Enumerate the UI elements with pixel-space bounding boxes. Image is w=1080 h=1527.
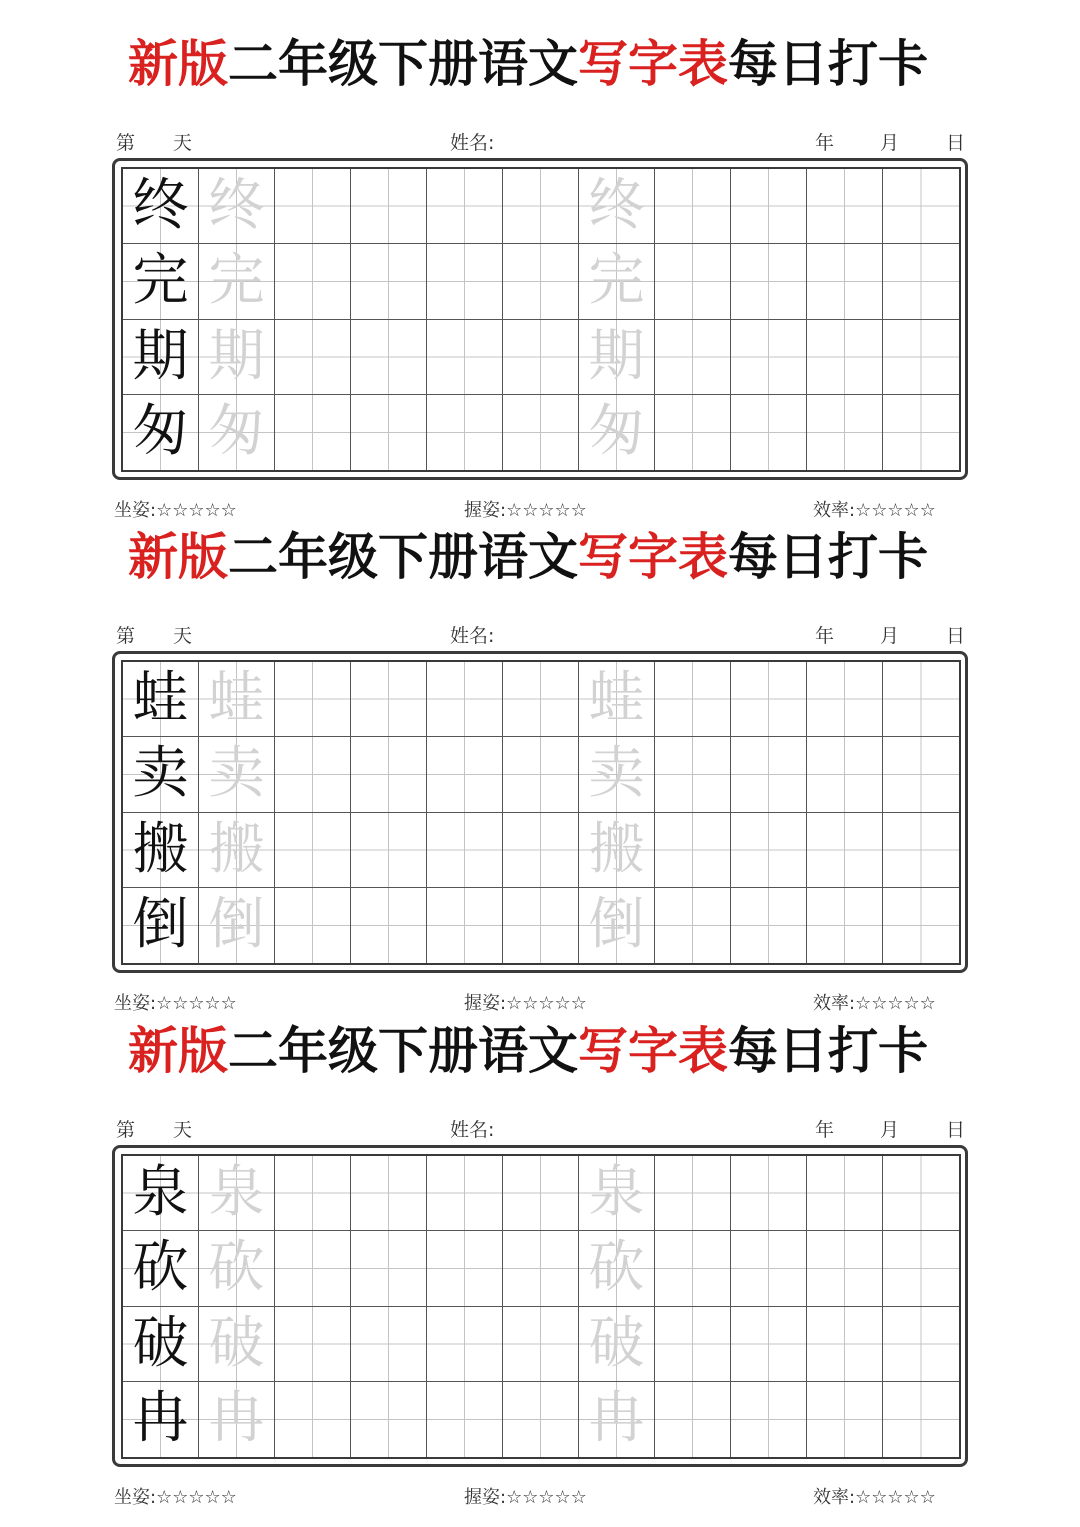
model-character-cell[interactable]: 冉 (123, 1382, 199, 1457)
title-part-new-edition: 新版 (128, 1021, 228, 1080)
month-label: 月 (880, 132, 900, 154)
practice-cell[interactable] (655, 1231, 731, 1306)
trace-character-cell[interactable]: 蛙 (579, 662, 655, 737)
practice-cell[interactable] (503, 395, 579, 470)
practice-cell[interactable] (503, 888, 579, 963)
practice-cell[interactable] (427, 169, 503, 244)
practice-cell[interactable] (883, 888, 959, 963)
practice-cell[interactable] (351, 1307, 427, 1382)
rating-sitting-posture (114, 1483, 237, 1513)
practice-cell[interactable] (275, 737, 351, 812)
trace-character-cell[interactable]: 倒 (199, 888, 275, 963)
practice-cell[interactable] (883, 1382, 959, 1457)
rating-label: 握姿: (464, 1487, 507, 1508)
worksheet-section (0, 987, 1080, 1508)
trace-character-cell[interactable]: 砍 (199, 1231, 275, 1306)
practice-cell[interactable] (883, 320, 959, 395)
trace-character-cell[interactable]: 冉 (579, 1382, 655, 1457)
rating-label: 握姿: (464, 500, 507, 521)
title-part-daily-checkin: 每日打卡 (728, 34, 928, 93)
practice-cell[interactable] (503, 662, 579, 737)
practice-cell[interactable] (427, 1382, 503, 1457)
practice-cell[interactable] (655, 1382, 731, 1457)
year-label: 年 (815, 1119, 835, 1141)
practice-cell[interactable] (275, 662, 351, 737)
trace-character-cell[interactable]: 卖 (199, 737, 275, 812)
practice-cell[interactable] (655, 1156, 731, 1231)
name-label: 姓名: (450, 1119, 495, 1141)
trace-character-cell[interactable]: 期 (579, 320, 655, 395)
rating-grip-posture (464, 1483, 587, 1513)
star-rating[interactable]: ☆☆☆☆☆ (506, 1487, 587, 1508)
practice-cell[interactable] (275, 813, 351, 888)
practice-cell[interactable] (427, 662, 503, 737)
trace-character-cell[interactable]: 破 (199, 1307, 275, 1382)
title-part-writing-table: 写字表 (578, 34, 728, 93)
trace-character-cell[interactable]: 搬 (199, 813, 275, 888)
day-label: 第 天 (116, 625, 193, 647)
practice-cell[interactable] (655, 244, 731, 319)
rating-efficiency (813, 1483, 936, 1513)
name-label: 姓名: (450, 132, 495, 154)
practice-cell[interactable] (731, 320, 807, 395)
practice-cell[interactable] (503, 813, 579, 888)
date-label: 日 (946, 132, 966, 154)
practice-cell[interactable] (351, 395, 427, 470)
model-character-cell[interactable]: 倒 (123, 888, 199, 963)
worksheet-section (0, 0, 1080, 521)
practice-cell[interactable] (807, 1307, 883, 1382)
trace-character-cell[interactable]: 终 (199, 169, 275, 244)
practice-cell[interactable] (883, 1307, 959, 1382)
practice-cell[interactable] (731, 395, 807, 470)
trace-character-cell[interactable]: 匆 (579, 395, 655, 470)
practice-cell[interactable] (655, 813, 731, 888)
practice-cell[interactable] (655, 888, 731, 963)
tianzige-grid (121, 167, 961, 472)
title-part-new-edition: 新版 (128, 527, 228, 586)
practice-cell[interactable] (351, 244, 427, 319)
practice-cell[interactable] (275, 1307, 351, 1382)
practice-cell[interactable] (427, 888, 503, 963)
rating-label: 坐姿: (114, 1487, 157, 1508)
title-part-writing-table: 写字表 (578, 527, 728, 586)
model-character-cell[interactable]: 完 (123, 244, 199, 319)
practice-cell[interactable] (731, 662, 807, 737)
model-character-cell[interactable]: 期 (123, 320, 199, 395)
model-character-cell[interactable]: 破 (123, 1307, 199, 1382)
star-rating[interactable]: ☆☆☆☆☆ (855, 993, 936, 1014)
rating-label: 效率: (813, 993, 856, 1014)
date-label: 日 (946, 1119, 966, 1141)
practice-cell[interactable] (275, 395, 351, 470)
practice-cell[interactable] (807, 737, 883, 812)
month-label: 月 (880, 625, 900, 647)
practice-cell[interactable] (807, 395, 883, 470)
star-rating[interactable]: ☆☆☆☆☆ (156, 500, 237, 521)
title-part-grade: 二年级下册语文 (228, 527, 578, 586)
practice-cell[interactable] (351, 737, 427, 812)
practice-cell[interactable] (731, 1307, 807, 1382)
star-rating[interactable]: ☆☆☆☆☆ (855, 1487, 936, 1508)
practice-cell[interactable] (275, 1382, 351, 1457)
practice-cell[interactable] (503, 1382, 579, 1457)
trace-character-cell[interactable]: 破 (579, 1307, 655, 1382)
practice-cell[interactable] (883, 1231, 959, 1306)
practice-cell[interactable] (351, 1156, 427, 1231)
practice-cell[interactable] (427, 1231, 503, 1306)
name-label: 姓名: (450, 625, 495, 647)
practice-cell[interactable] (275, 169, 351, 244)
star-rating[interactable]: ☆☆☆☆☆ (156, 993, 237, 1014)
rating-label: 效率: (813, 1487, 856, 1508)
star-rating[interactable]: ☆☆☆☆☆ (855, 500, 936, 521)
year-label: 年 (815, 132, 835, 154)
title-part-grade: 二年级下册语文 (228, 34, 578, 93)
month-label: 月 (880, 1119, 900, 1141)
practice-cell[interactable] (655, 320, 731, 395)
practice-cell[interactable] (883, 813, 959, 888)
trace-character-cell[interactable]: 泉 (199, 1156, 275, 1231)
title-part-writing-table: 写字表 (578, 1021, 728, 1080)
practice-cell[interactable] (655, 1307, 731, 1382)
practice-cell[interactable] (351, 662, 427, 737)
practice-cell[interactable] (807, 1156, 883, 1231)
practice-cell[interactable] (807, 1231, 883, 1306)
practice-cell[interactable] (655, 737, 731, 812)
trace-character-cell[interactable]: 完 (579, 244, 655, 319)
practice-cell[interactable] (503, 1231, 579, 1306)
model-character-cell[interactable]: 砍 (123, 1231, 199, 1306)
title-part-new-edition: 新版 (128, 34, 228, 93)
practice-cell[interactable] (655, 662, 731, 737)
worksheet-title (128, 517, 988, 597)
practice-cell[interactable] (883, 244, 959, 319)
rating-label: 坐姿: (114, 993, 157, 1014)
practice-cell[interactable] (503, 169, 579, 244)
practice-cell[interactable] (503, 244, 579, 319)
practice-cell[interactable] (883, 737, 959, 812)
practice-cell[interactable] (275, 888, 351, 963)
practice-cell[interactable] (351, 1231, 427, 1306)
title-part-daily-checkin: 每日打卡 (728, 527, 928, 586)
practice-cell[interactable] (351, 813, 427, 888)
tianzige-grid (121, 660, 961, 965)
date-label: 日 (946, 625, 966, 647)
model-character-cell[interactable]: 终 (123, 169, 199, 244)
practice-cell[interactable] (427, 737, 503, 812)
practice-cell[interactable] (503, 737, 579, 812)
day-label: 第 天 (116, 132, 193, 154)
tianzige-grid (121, 1154, 961, 1459)
practice-cell[interactable] (275, 320, 351, 395)
model-character-cell[interactable]: 搬 (123, 813, 199, 888)
practice-cell[interactable] (275, 244, 351, 319)
day-label: 第 天 (116, 1119, 193, 1141)
practice-cell[interactable] (503, 1307, 579, 1382)
practice-cell[interactable] (883, 662, 959, 737)
model-character-cell[interactable]: 泉 (123, 1156, 199, 1231)
practice-cell[interactable] (807, 244, 883, 319)
practice-cell[interactable] (731, 169, 807, 244)
title-part-grade: 二年级下册语文 (228, 1021, 578, 1080)
practice-cell[interactable] (807, 662, 883, 737)
model-character-cell[interactable]: 卖 (123, 737, 199, 812)
practice-cell[interactable] (655, 169, 731, 244)
star-rating[interactable]: ☆☆☆☆☆ (506, 500, 587, 521)
practice-cell[interactable] (427, 813, 503, 888)
practice-cell[interactable] (427, 395, 503, 470)
trace-character-cell[interactable]: 泉 (579, 1156, 655, 1231)
trace-character-cell[interactable]: 冉 (199, 1382, 275, 1457)
trace-character-cell[interactable]: 卖 (579, 737, 655, 812)
trace-character-cell[interactable]: 期 (199, 320, 275, 395)
practice-cell[interactable] (807, 888, 883, 963)
practice-cell[interactable] (731, 1156, 807, 1231)
rating-label: 效率: (813, 500, 856, 521)
practice-cell[interactable] (807, 813, 883, 888)
practice-cell[interactable] (351, 320, 427, 395)
trace-character-cell[interactable]: 倒 (579, 888, 655, 963)
worksheet-section (0, 493, 1080, 1014)
model-character-cell[interactable]: 蛙 (123, 662, 199, 737)
practice-cell[interactable] (351, 169, 427, 244)
practice-cell[interactable] (275, 1231, 351, 1306)
practice-cell[interactable] (807, 320, 883, 395)
practice-cell[interactable] (427, 1307, 503, 1382)
practice-cell[interactable] (731, 1231, 807, 1306)
practice-cell[interactable] (731, 813, 807, 888)
practice-cell[interactable] (731, 737, 807, 812)
practice-cell[interactable] (807, 1382, 883, 1457)
practice-cell[interactable] (427, 320, 503, 395)
trace-character-cell[interactable]: 蛙 (199, 662, 275, 737)
model-character-cell[interactable]: 匆 (123, 395, 199, 470)
trace-character-cell[interactable]: 匆 (199, 395, 275, 470)
practice-cell[interactable] (503, 1156, 579, 1231)
trace-character-cell[interactable]: 砍 (579, 1231, 655, 1306)
practice-cell[interactable] (427, 244, 503, 319)
worksheet-title (128, 24, 988, 104)
star-rating[interactable]: ☆☆☆☆☆ (506, 993, 587, 1014)
practice-cell[interactable] (731, 1382, 807, 1457)
trace-character-cell[interactable]: 搬 (579, 813, 655, 888)
trace-character-cell[interactable]: 完 (199, 244, 275, 319)
practice-cell[interactable] (427, 1156, 503, 1231)
practice-cell[interactable] (351, 888, 427, 963)
title-part-daily-checkin: 每日打卡 (728, 1021, 928, 1080)
year-label: 年 (815, 625, 835, 647)
star-rating[interactable]: ☆☆☆☆☆ (156, 1487, 237, 1508)
rating-label: 握姿: (464, 993, 507, 1014)
practice-cell[interactable] (807, 169, 883, 244)
practice-cell[interactable] (731, 888, 807, 963)
practice-cell[interactable] (883, 395, 959, 470)
practice-cell[interactable] (503, 320, 579, 395)
rating-label: 坐姿: (114, 500, 157, 521)
practice-cell[interactable] (883, 169, 959, 244)
practice-cell[interactable] (275, 1156, 351, 1231)
practice-cell[interactable] (655, 395, 731, 470)
trace-character-cell[interactable]: 终 (579, 169, 655, 244)
practice-cell[interactable] (731, 244, 807, 319)
practice-cell[interactable] (883, 1156, 959, 1231)
practice-cell[interactable] (351, 1382, 427, 1457)
worksheet-title (128, 1011, 988, 1091)
